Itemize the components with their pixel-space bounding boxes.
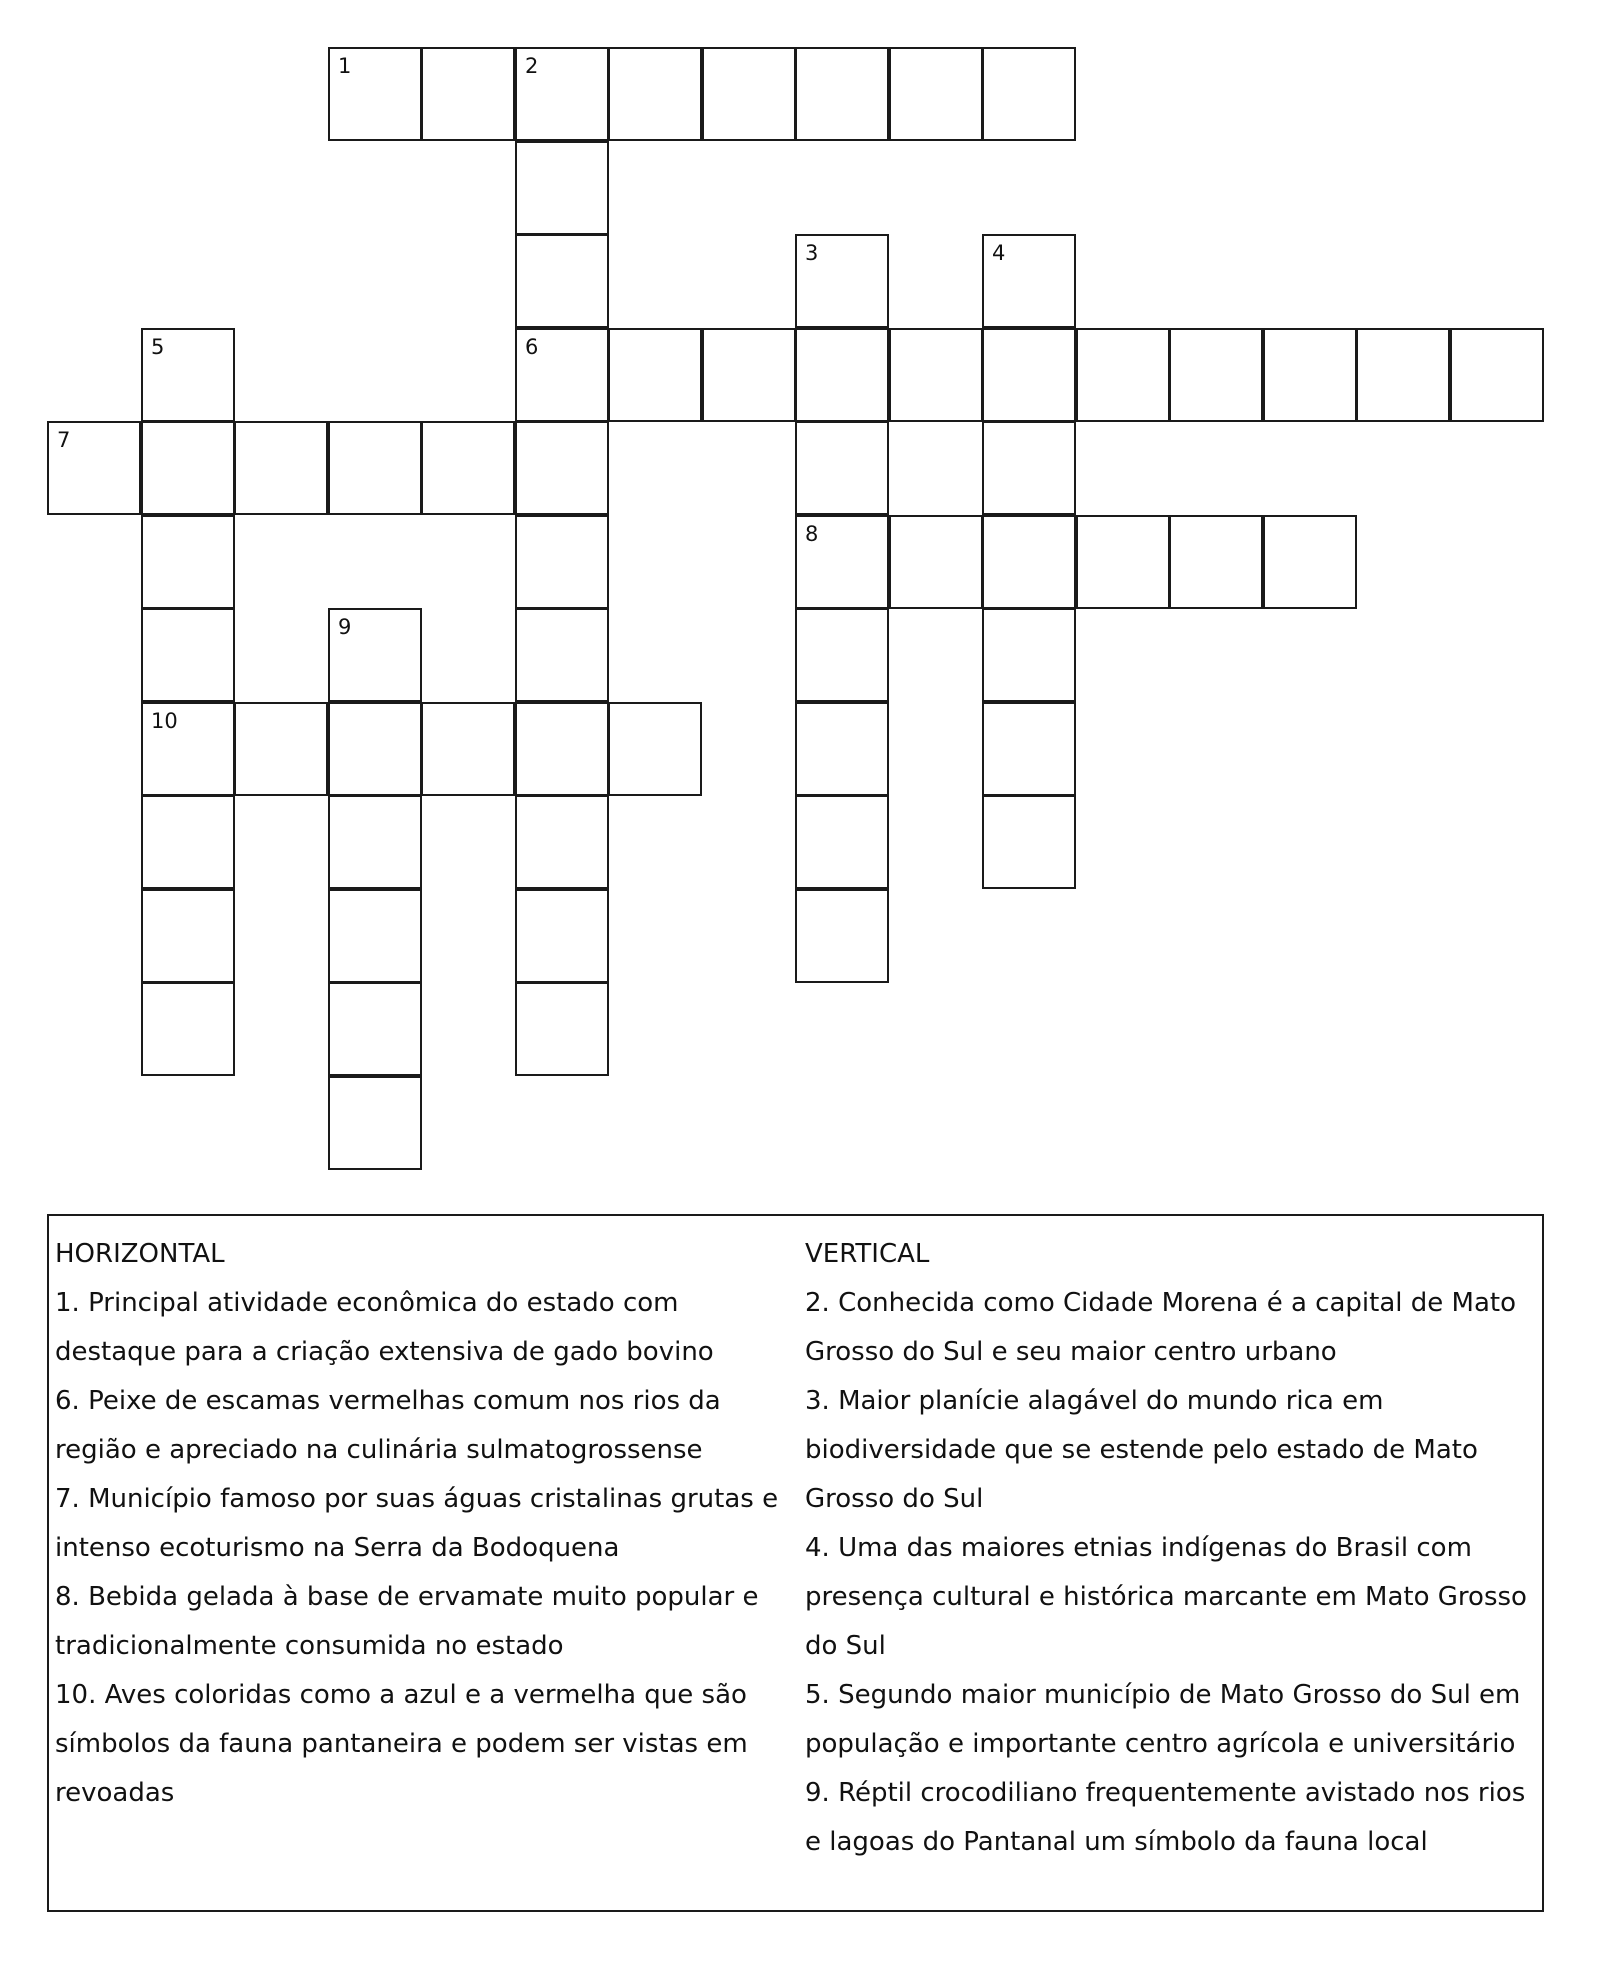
crossword-cell[interactable] xyxy=(889,328,983,422)
clue-number: 9 xyxy=(338,615,352,639)
clue-across-8: 8. Bebida gelada à base de ervamate muito popular e tradicionalmente consumida no estado xyxy=(55,1582,759,1661)
crossword-cell[interactable] xyxy=(795,795,889,889)
crossword-cell[interactable] xyxy=(328,982,422,1076)
crossword-cell[interactable] xyxy=(608,47,702,141)
crossword-cell[interactable] xyxy=(328,702,422,796)
crossword-cell[interactable] xyxy=(702,328,796,422)
crossword-cell[interactable] xyxy=(328,421,422,515)
clue-down-4: 4. Uma das maiores etnias indígenas do Brasil com presença cultural e histórica marcante em Mato Grosso do Sul xyxy=(805,1533,1527,1661)
crossword-cell[interactable] xyxy=(47,421,141,515)
crossword-cell[interactable] xyxy=(141,328,235,422)
crossword-cell[interactable] xyxy=(795,328,889,422)
crossword-cell[interactable] xyxy=(328,1076,422,1170)
crossword-cell[interactable] xyxy=(1076,328,1170,422)
crossword-cell[interactable] xyxy=(141,702,235,796)
crossword-cell[interactable] xyxy=(141,608,235,702)
crossword-cell[interactable] xyxy=(982,47,1076,141)
crossword-cell[interactable] xyxy=(421,47,515,141)
clues-vertical xyxy=(805,1230,1545,1867)
clue-number: 5 xyxy=(151,335,165,359)
crossword-cell[interactable] xyxy=(515,889,609,983)
crossword-cell[interactable] xyxy=(328,47,422,141)
clue-number: 2 xyxy=(525,54,539,78)
crossword-cell[interactable] xyxy=(515,515,609,609)
crossword-cell[interactable] xyxy=(608,328,702,422)
clue-number: 4 xyxy=(992,241,1006,265)
crossword-cell[interactable] xyxy=(1450,328,1544,422)
clue-number: 1 xyxy=(338,54,352,78)
clue-down-9: 9. Réptil crocodiliano frequentemente avistado nos rios e lagoas do Pantanal um símbolo da fauna local xyxy=(805,1778,1526,1857)
clue-number: 7 xyxy=(57,428,71,452)
crossword-cell[interactable] xyxy=(515,421,609,515)
crossword-cell[interactable] xyxy=(141,515,235,609)
crossword-cell[interactable] xyxy=(889,47,983,141)
crossword-cell[interactable] xyxy=(702,47,796,141)
clues-horizontal xyxy=(55,1230,795,1818)
clue-number: 8 xyxy=(805,522,819,546)
crossword-cell[interactable] xyxy=(795,47,889,141)
crossword-cell[interactable] xyxy=(234,421,328,515)
crossword-cell[interactable] xyxy=(328,795,422,889)
crossword-cell[interactable] xyxy=(234,702,328,796)
crossword-cell[interactable] xyxy=(795,702,889,796)
crossword-cell[interactable] xyxy=(421,702,515,796)
horizontal-heading: HORIZONTAL xyxy=(55,1239,225,1269)
clue-across-6: 6. Peixe de escamas vermelhas comum nos rios da região e apreciado na culinária sulmatogrossense xyxy=(55,1386,721,1465)
clue-across-1: 1. Principal atividade econômica do estado com destaque para a criação extensiva de gado bovino xyxy=(55,1288,714,1367)
crossword-cell[interactable] xyxy=(795,421,889,515)
crossword-cell[interactable] xyxy=(1263,328,1357,422)
clues-box xyxy=(47,1214,1544,1912)
crossword-cell[interactable] xyxy=(328,608,422,702)
crossword-cell[interactable] xyxy=(982,328,1076,422)
clue-number: 3 xyxy=(805,241,819,265)
crossword-cell[interactable] xyxy=(328,889,422,983)
crossword-cell[interactable] xyxy=(421,421,515,515)
crossword-cell[interactable] xyxy=(982,702,1076,796)
crossword-cell[interactable] xyxy=(515,608,609,702)
vertical-heading: VERTICAL xyxy=(805,1239,930,1269)
crossword-cell[interactable] xyxy=(515,702,609,796)
crossword-cell[interactable] xyxy=(608,702,702,796)
crossword-cell[interactable] xyxy=(141,889,235,983)
crossword-cell[interactable] xyxy=(889,515,983,609)
clue-down-2: 2. Conhecida como Cidade Morena é a capital de Mato Grosso do Sul e seu maior centro urbano xyxy=(805,1288,1516,1367)
crossword-cell[interactable] xyxy=(141,421,235,515)
crossword-cell[interactable] xyxy=(515,47,609,141)
crossword-cell[interactable] xyxy=(982,421,1076,515)
crossword-cell[interactable] xyxy=(141,795,235,889)
crossword-cell[interactable] xyxy=(982,608,1076,702)
crossword-cell[interactable] xyxy=(1169,328,1263,422)
crossword-cell[interactable] xyxy=(1263,515,1357,609)
crossword-cell[interactable] xyxy=(795,889,889,983)
clue-number: 10 xyxy=(151,709,178,733)
clue-number: 6 xyxy=(525,335,539,359)
crossword-cell[interactable] xyxy=(795,608,889,702)
crossword-cell[interactable] xyxy=(795,515,889,609)
crossword-cell[interactable] xyxy=(1169,515,1263,609)
crossword-cell[interactable] xyxy=(515,234,609,328)
crossword-cell[interactable] xyxy=(1076,515,1170,609)
crossword-cell[interactable] xyxy=(515,328,609,422)
clue-across-10: 10. Aves coloridas como a azul e a vermelha que são símbolos da fauna pantaneira e podem ser vistas em revoadas xyxy=(55,1680,748,1808)
crossword-cell[interactable] xyxy=(982,795,1076,889)
crossword-cell[interactable] xyxy=(1356,328,1450,422)
crossword-cell[interactable] xyxy=(515,982,609,1076)
crossword-cell[interactable] xyxy=(515,795,609,889)
crossword-cell[interactable] xyxy=(982,234,1076,328)
crossword-cell[interactable] xyxy=(795,234,889,328)
clue-down-5: 5. Segundo maior município de Mato Grosso do Sul em população e importante centro agrícola e universitário xyxy=(805,1680,1521,1759)
crossword-cell[interactable] xyxy=(141,982,235,1076)
clue-across-7: 7. Município famoso por suas águas cristalinas grutas e intenso ecoturismo na Serra da Bodoquena xyxy=(55,1484,779,1563)
crossword-cell[interactable] xyxy=(982,515,1076,609)
clue-down-3: 3. Maior planície alagável do mundo rica em biodiversidade que se estende pelo estado de Mato Grosso do Sul xyxy=(805,1386,1478,1514)
crossword-cell[interactable] xyxy=(515,141,609,235)
